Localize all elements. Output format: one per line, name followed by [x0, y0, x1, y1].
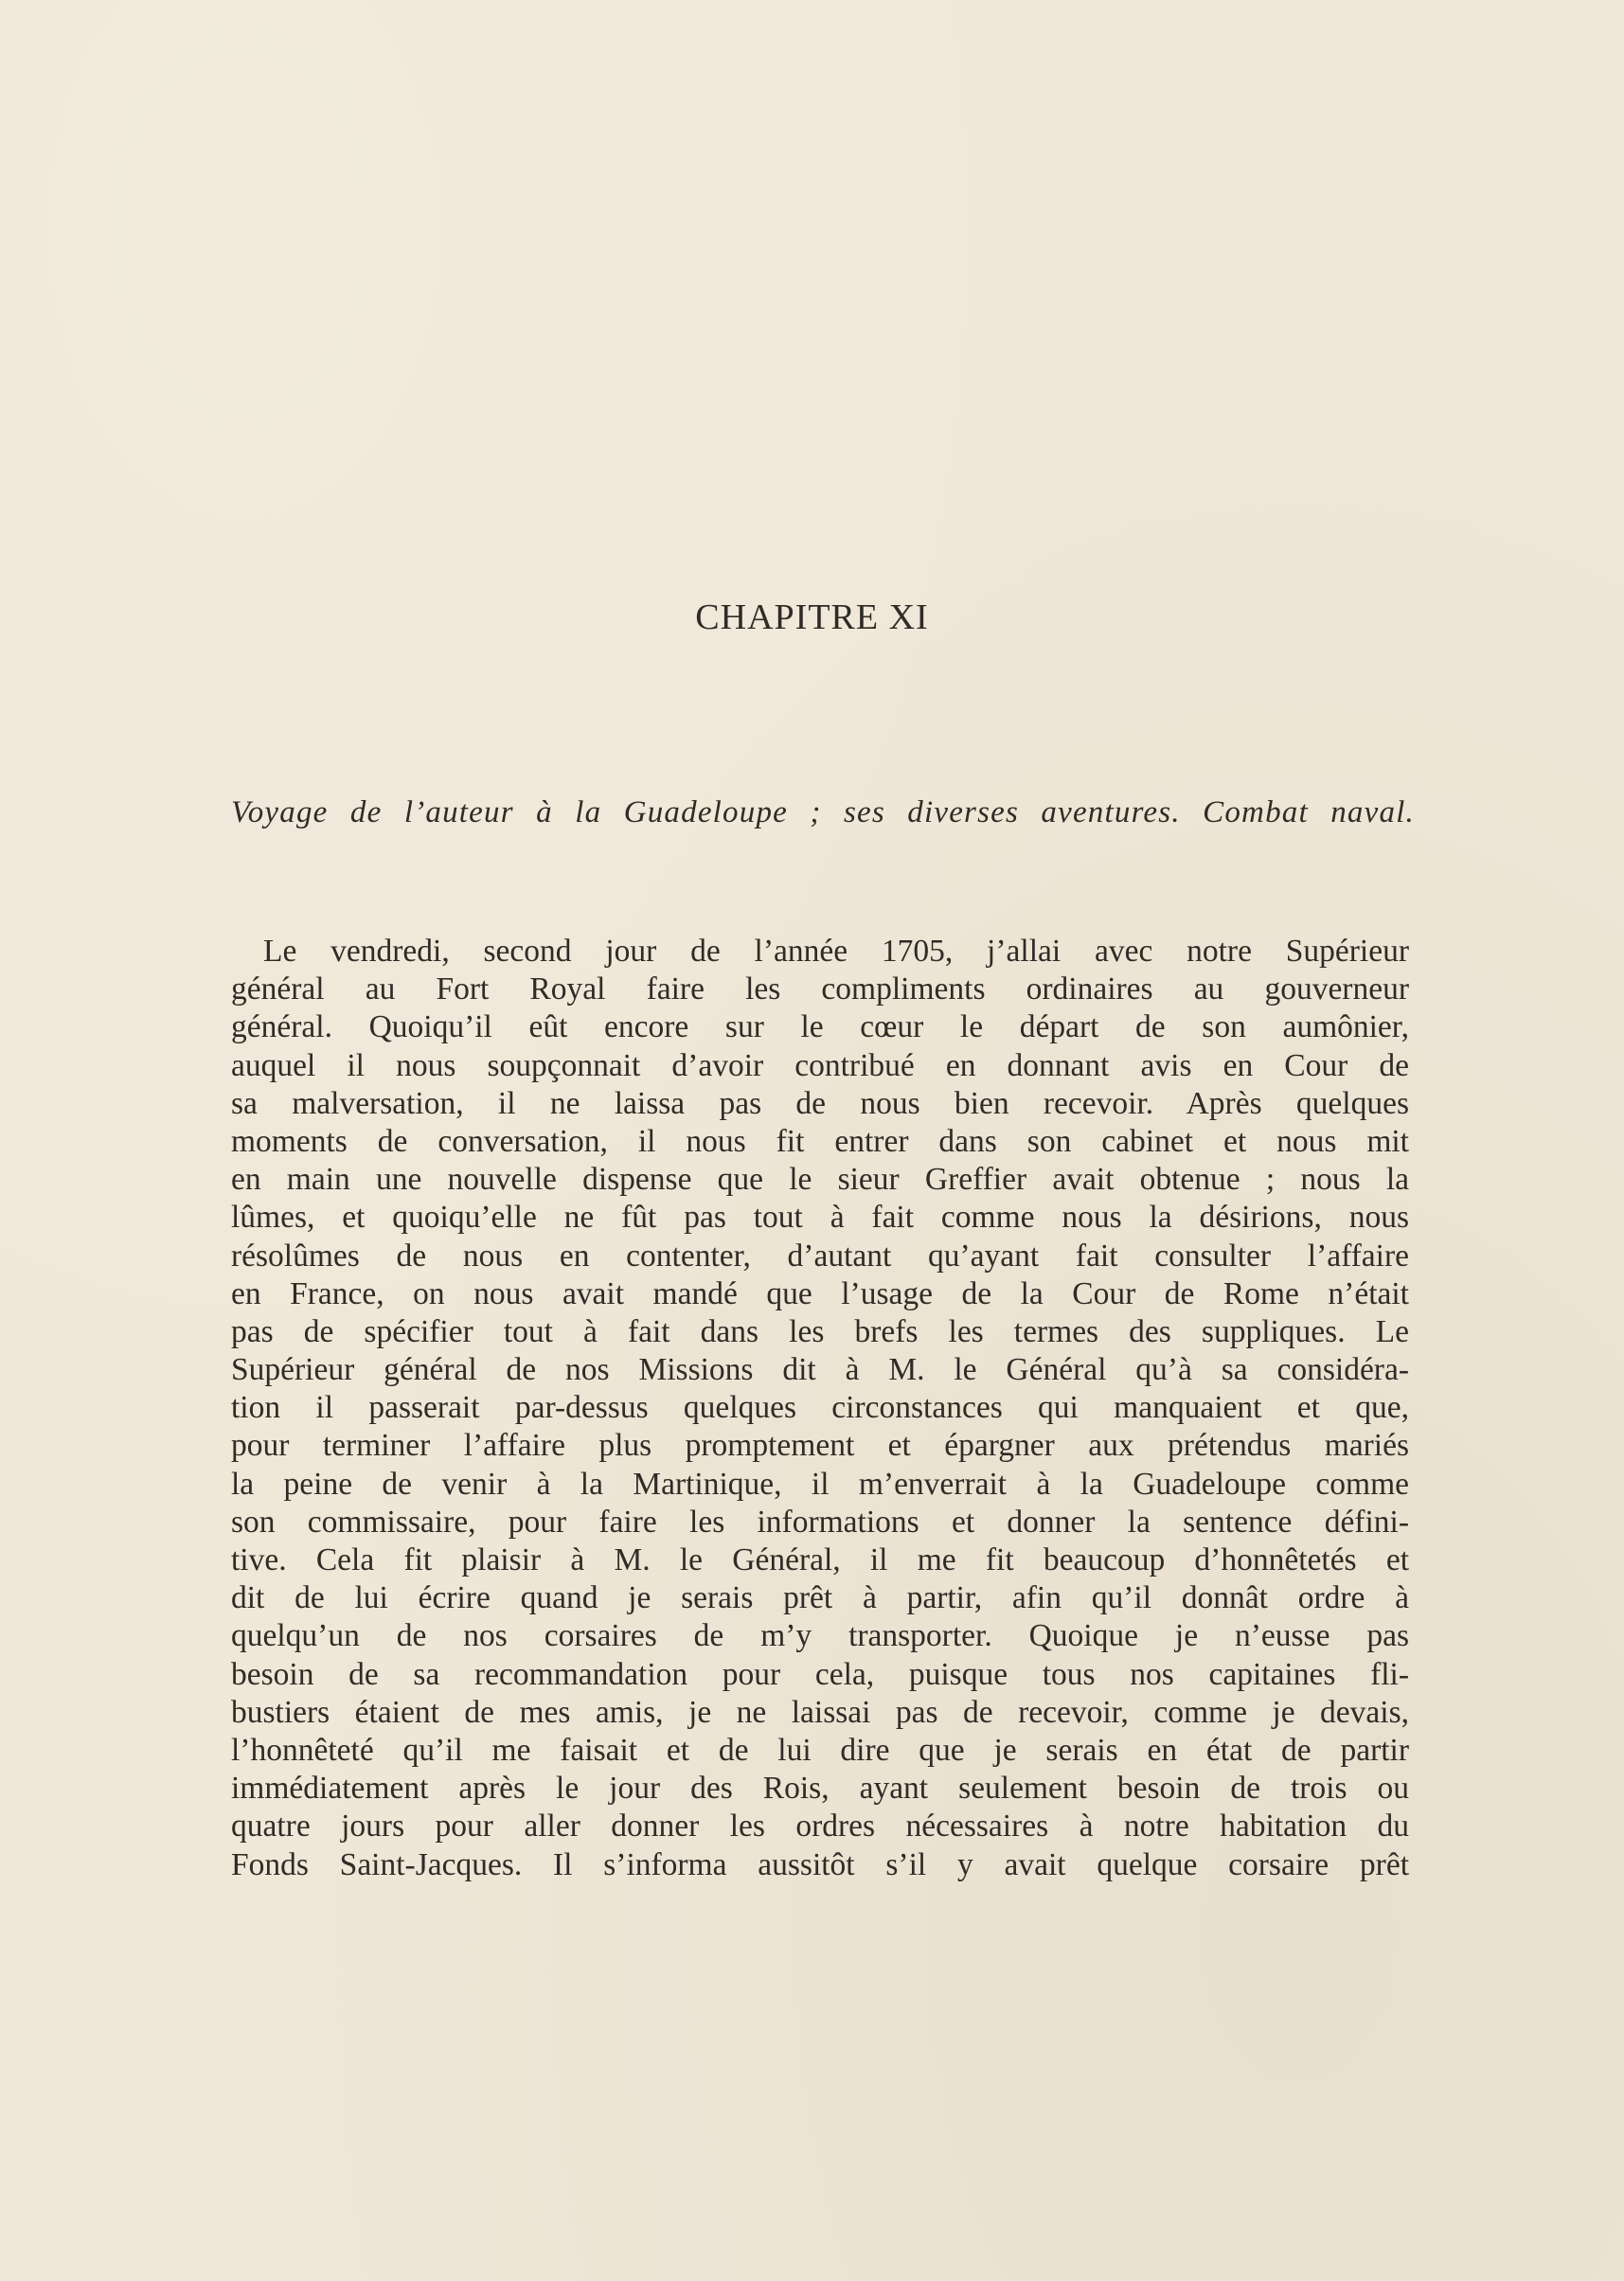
chapter-summary: Voyage de l’auteur à la Guadeloupe ; ses diverses aventures. Combat naval.: [231, 795, 1415, 829]
text-line: l’honnêteté qu’il me faisait et de lui dire que je serais en état de partir: [231, 1732, 1409, 1768]
text-line: quelqu’un de nos corsaires de m’y transporter. Quoique je n’eusse pas: [231, 1618, 1409, 1654]
text-line: bustiers étaient de mes amis, je ne laissai pas de recevoir, comme je devais,: [231, 1694, 1409, 1730]
text-line: besoin de sa recommandation pour cela, puisque tous nos capitaines fli-: [231, 1656, 1409, 1692]
text-line: général. Quoiqu’il eût encore sur le cœur le départ de son aumônier,: [231, 1009, 1409, 1045]
text-line: pour terminer l’affaire plus promptement et épargner aux prétendus mariés: [231, 1428, 1409, 1464]
text-line: pas de spécifier tout à fait dans les brefs les termes des suppliques. Le: [231, 1313, 1409, 1349]
text-line: sa malversation, il ne laissa pas de nous bien recevoir. Après quelques: [231, 1085, 1409, 1121]
text-line: moments de conversation, il nous fit entrer dans son cabinet et nous mit: [231, 1123, 1409, 1159]
text-line: en main une nouvelle dispense que le sieur Greffier avait obtenue ; nous la: [231, 1162, 1409, 1198]
text-line: auquel il nous soupçonnait d’avoir contribué en donnant avis en Cour de: [231, 1047, 1409, 1083]
text-line: Fonds Saint-Jacques. Il s’informa aussitôt s’il y avait quelque corsaire prêt: [231, 1846, 1409, 1882]
text-line: résolûmes de nous en contenter, d’autant qu’ayant fait consulter l’affaire: [231, 1238, 1409, 1274]
text-line: immédiatement après le jour des Rois, ayant seulement besoin de trois ou: [231, 1771, 1409, 1807]
body-text: [231, 933, 1409, 1884]
text-line: Supérieur général de nos Missions dit à M. le Général qu’à sa considéra-: [231, 1352, 1409, 1388]
text-line: son commissaire, pour faire les informations et donner la sentence défini-: [231, 1504, 1409, 1540]
text-line: tive. Cela fit plaisir à M. le Général, il me fit beaucoup d’honnêtetés et: [231, 1542, 1409, 1577]
text-line: dit de lui écrire quand je serais prêt à partir, afin qu’il donnât ordre à: [231, 1580, 1409, 1616]
text-line: en France, on nous avait mandé que l’usage de la Cour de Rome n’était: [231, 1275, 1409, 1311]
text-line: tion il passerait par-dessus quelques circonstances qui manquaient et que,: [231, 1390, 1409, 1426]
text-line: quatre jours pour aller donner les ordres nécessaires à notre habitation du: [231, 1809, 1409, 1844]
text-line: général au Fort Royal faire les compliments ordinaires au gouverneur: [231, 971, 1409, 1007]
text-line: lûmes, et quoiqu’elle ne fût pas tout à fait comme nous la désirions, nous: [231, 1200, 1409, 1236]
chapter-title: CHAPITRE XI: [695, 597, 929, 637]
text-line: la peine de venir à la Martinique, il m’enverrait à la Guadeloupe comme: [231, 1466, 1409, 1502]
text-line: Le vendredi, second jour de l’année 1705, j’allai avec notre Supérieur: [263, 934, 1409, 969]
